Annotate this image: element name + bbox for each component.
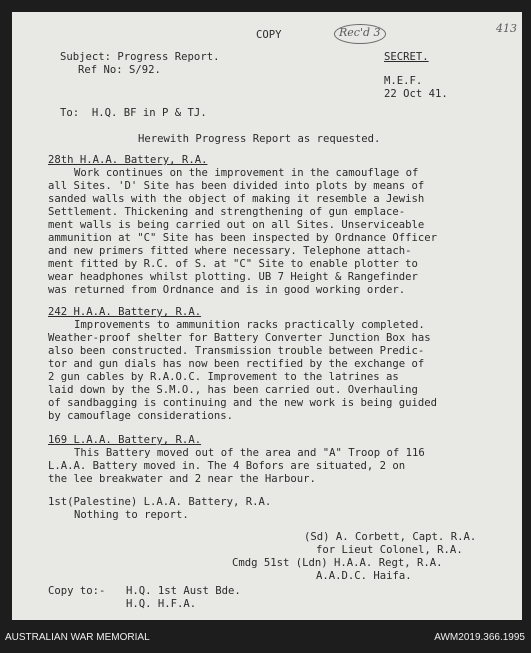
subject-line: Subject: Progress Report.: [60, 51, 220, 63]
section-text-line: This Battery moved out of the area and "A" Troop of 116: [74, 447, 425, 459]
archive-source: AUSTRALIAN WAR MEMORIAL: [5, 632, 150, 643]
copy-to-label: Copy to:-: [48, 585, 106, 597]
section-text-line: Improvements to ammunition racks practically completed.: [74, 319, 425, 331]
archive-footer: [0, 623, 531, 653]
origin-label: M.E.F.: [384, 75, 423, 87]
copy-label: COPY: [256, 29, 282, 41]
section-text-line: wear headphones whilst plotting. UB 7 Height & Rangefinder: [48, 271, 418, 283]
classification-marking: SECRET.: [384, 51, 429, 63]
signature-line: A.A.D.C. Haifa.: [316, 570, 412, 582]
handwritten-received-note: Rec'd 3: [339, 26, 381, 39]
handwritten-folio-number: 413: [496, 22, 517, 35]
section-text-line: sanded walls with the object of making it resemble a Jewish: [48, 193, 425, 205]
handwritten-circle-mark: [334, 24, 386, 44]
document-page: [12, 12, 522, 620]
copy-to-recipient: H.Q. 1st Aust Bde.: [126, 585, 241, 597]
ref-number: Ref No: S/92.: [78, 64, 161, 76]
document-date: 22 Oct 41.: [384, 88, 448, 100]
signature-line: for Lieut Colonel, R.A.: [316, 544, 463, 556]
section-heading: 1st(Palestine) L.A.A. Battery, R.A.: [48, 496, 272, 508]
section-text-line: ammunition at "C" Site has been inspected by Ordnance Officer: [48, 232, 438, 244]
intro-line: Herewith Progress Report as requested.: [138, 133, 381, 145]
section-text-line: of sandbagging is continuing and the new work is being guided: [48, 397, 438, 409]
section-text-line: by camouflage considerations.: [48, 410, 233, 422]
addressee-line: To: H.Q. BF in P & TJ.: [60, 107, 207, 119]
signature-line: Cmdg 51st (Ldn) H.A.A. Regt, R.A.: [232, 557, 443, 569]
section-text-line: Settlement. Thickening and strengthening of gun emplace-: [48, 206, 406, 218]
section-text-line: 2 gun cables by R.A.O.C. Improvement to the latrines as: [48, 371, 399, 383]
signature-line: (Sd) A. Corbett, Capt. R.A.: [304, 531, 477, 543]
section-text-line: all Sites. 'D' Site has been divided into plots by means of: [48, 180, 425, 192]
section-text-line: L.A.A. Battery moved in. The 4 Bofors are situated, 2 on: [48, 460, 406, 472]
section-text-line: Nothing to report.: [74, 509, 189, 521]
section-text-line: and new primers fitted where necessary. Telephone attach-: [48, 245, 412, 257]
section-text-line: Weather-proof shelter for Battery Converter Junction Box has: [48, 332, 431, 344]
section-text-line: Work continues on the improvement in the camouflage of: [74, 167, 419, 179]
section-text-line: ment walls is being carried out on all Sites. Unserviceable: [48, 219, 425, 231]
section-text-line: tor and gun dials has now been rectified by the exchange of: [48, 358, 425, 370]
copy-to-recipient: H.Q. H.F.A.: [126, 598, 197, 610]
archive-reference: AWM2019.366.1995: [434, 632, 525, 643]
section-text-line: the lee breakwater and 2 near the Harbour.: [48, 473, 316, 485]
section-text-line: ment fitted by R.C. of S. at "C" Site to enable plotter to: [48, 258, 418, 270]
section-heading: 28th H.A.A. Battery, R.A.: [48, 154, 208, 166]
section-heading: 169 L.A.A. Battery, R.A.: [48, 434, 202, 446]
section-text-line: laid down by the S.M.O., has been carried out. Overhauling: [48, 384, 418, 396]
section-text-line: was returned from Ordnance and is in good working order.: [48, 284, 406, 296]
section-text-line: also been constructed. Transmission trouble between Predic-: [48, 345, 425, 357]
section-heading: 242 H.A.A. Battery, R.A.: [48, 306, 202, 318]
